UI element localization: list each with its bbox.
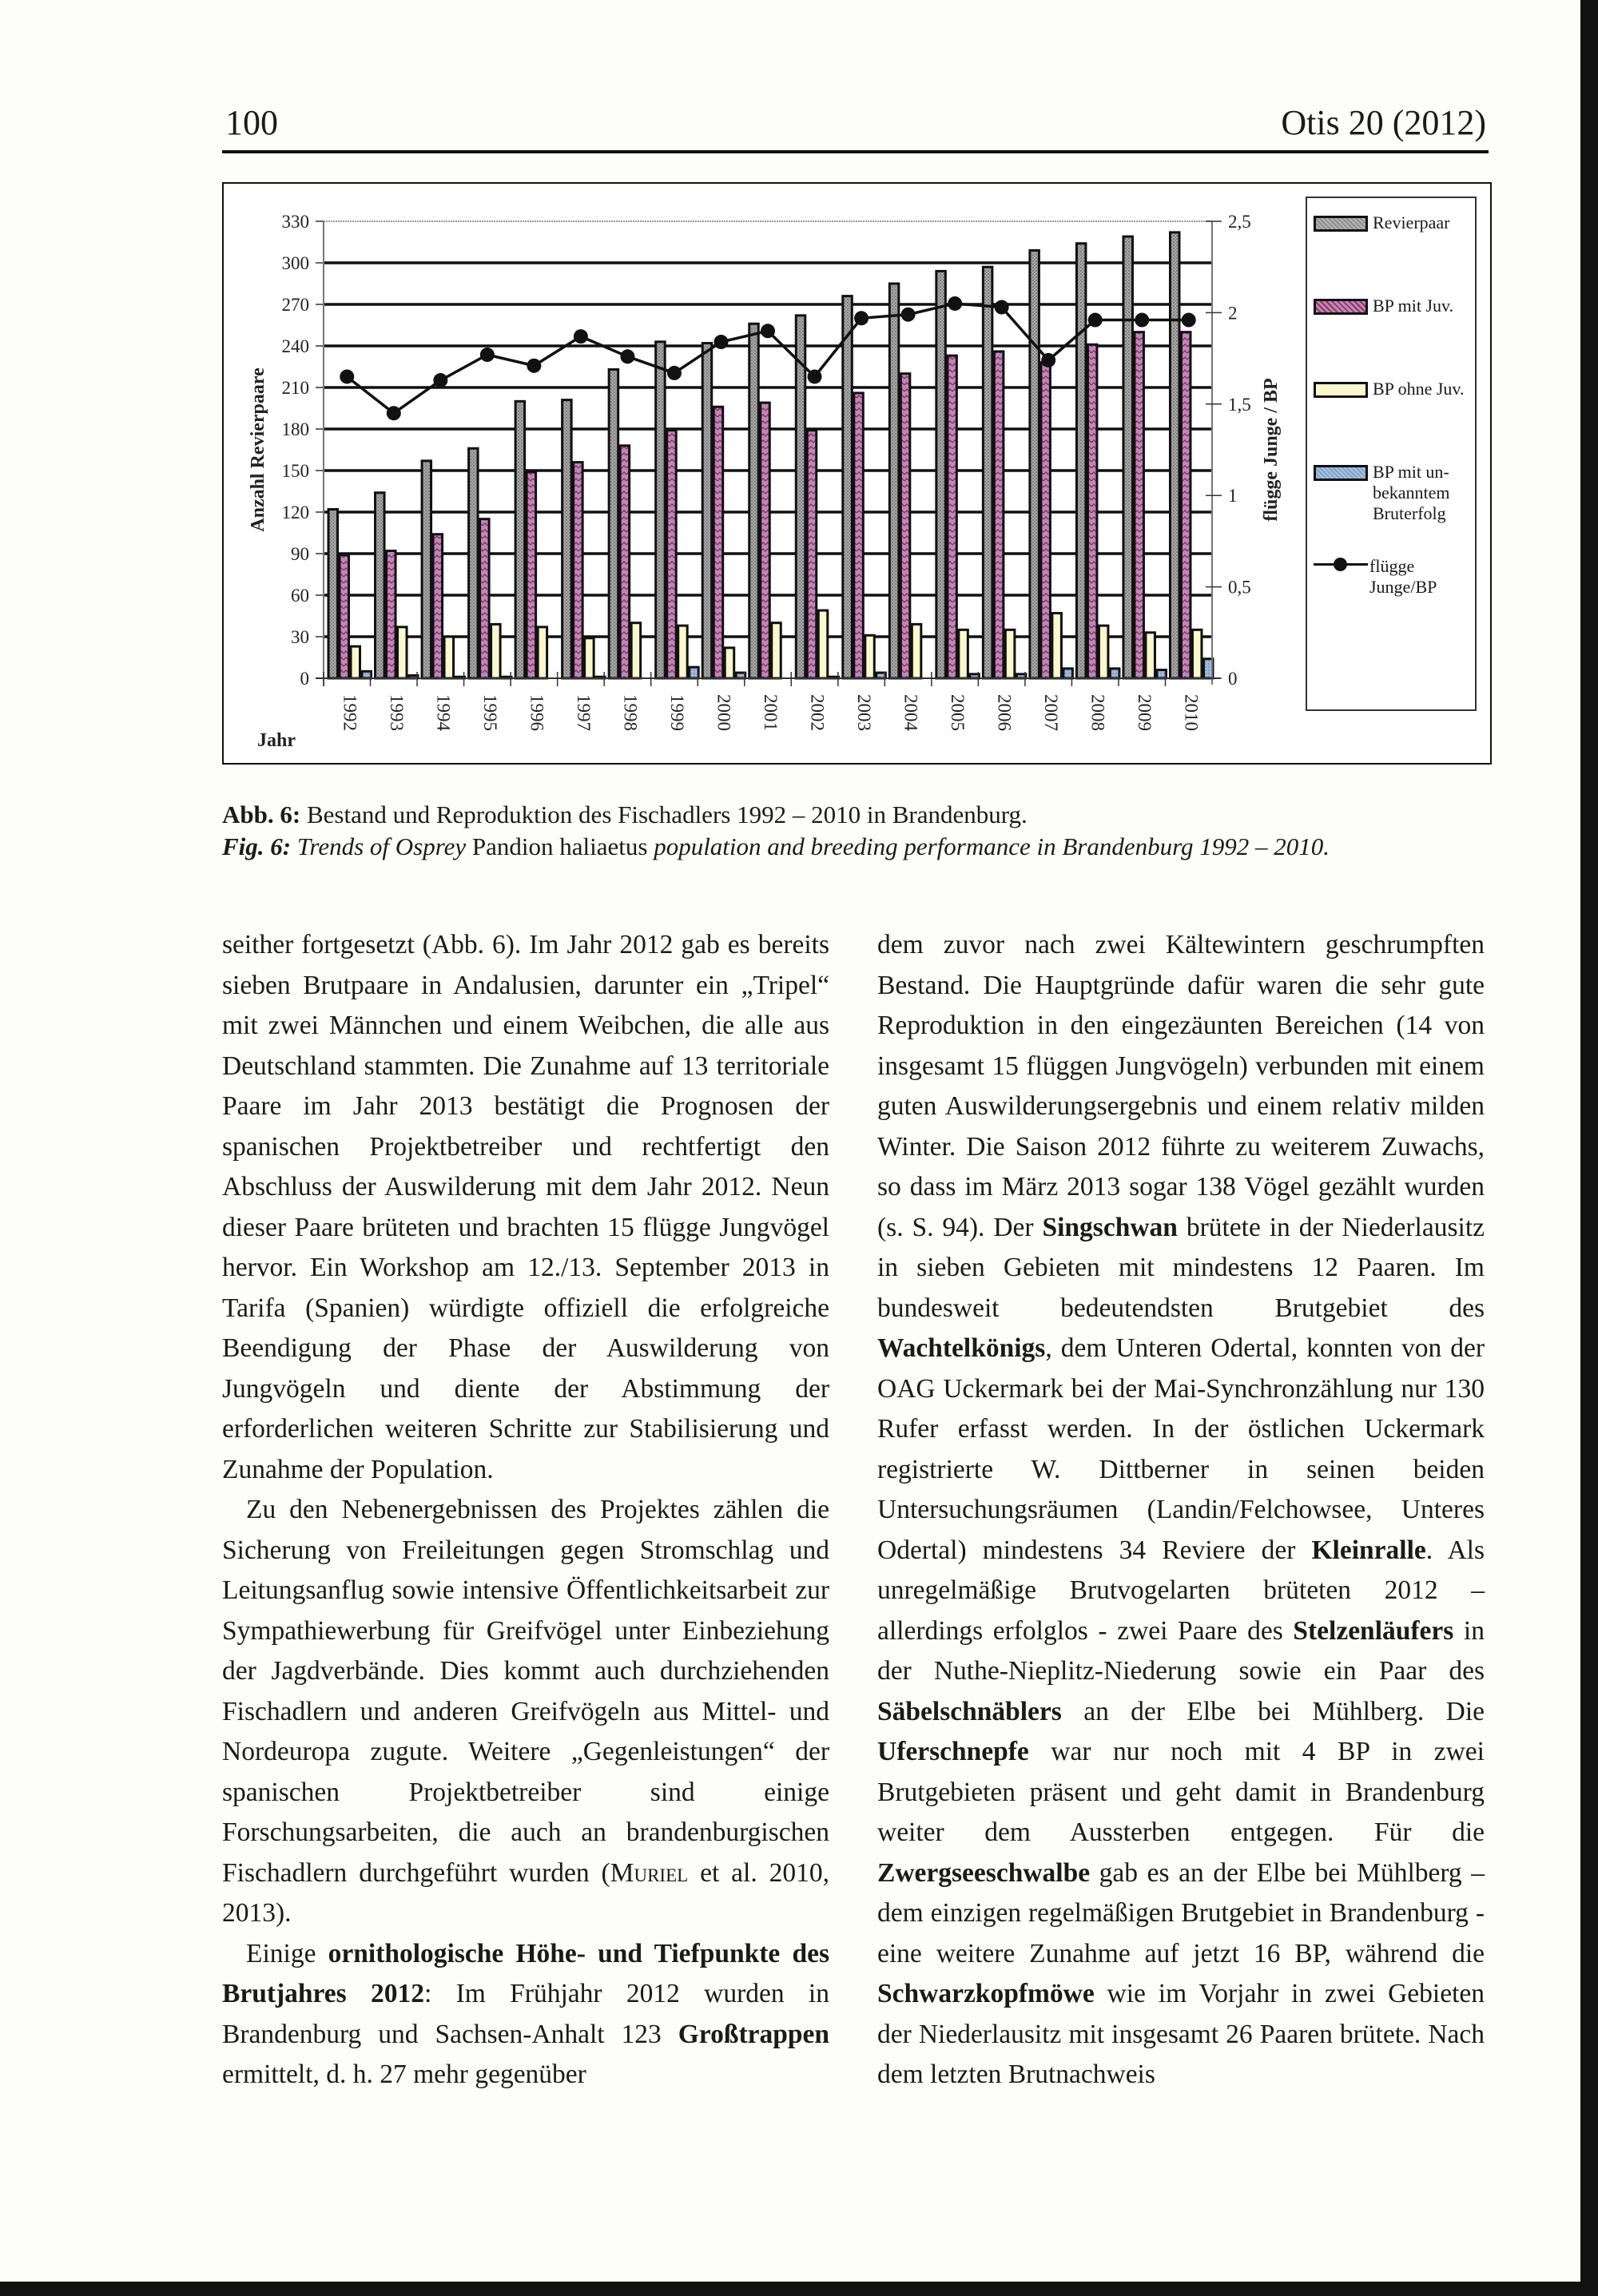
- legend-item-bp-ohne-juv: BP ohne Juv.: [1314, 379, 1465, 399]
- bar-line-chart: [224, 184, 1490, 763]
- caption-german: Abb. 6: Bestand und Reproduktion des Fischadlers 1992 – 2010 in Brandenburg.: [222, 800, 1028, 828]
- svg-text:0: 0: [1228, 669, 1238, 689]
- svg-text:240: 240: [281, 336, 309, 356]
- svg-text:30: 30: [291, 627, 309, 647]
- paragraph: Zu den Nebenergebnissen des Projektes zählen die Sicherung von Freileitungen gegen Stromschlag und Leitungsanflug sowie intensive Öffentlichkeitsarbeit zur Sympathiewerbung für Greifvögel unter Einbeziehung der Jagdverbände. Dies kommt auch durchziehenden Fischadlern und anderen Greifvögeln aus Mittel- und Nordeuropa zugute. Weitere „Gegenleistungen“ der spanischen Projektbetreiber sind einige Forschungsarbeiten, die auch an brandenburgischen Fischadlern durchgeführt wurden (Muriel et al. 2010, 2013).: [222, 1495, 830, 1928]
- svg-text:1996: 1996: [527, 694, 547, 731]
- svg-text:60: 60: [291, 586, 309, 606]
- svg-text:2009: 2009: [1135, 694, 1155, 731]
- scan-edge: [0, 2282, 1598, 2296]
- revierpaar-swatch: [1314, 216, 1368, 232]
- svg-text:2002: 2002: [807, 694, 828, 731]
- bp-ohne-juv-swatch: [1314, 382, 1368, 398]
- svg-text:0,5: 0,5: [1228, 577, 1251, 598]
- svg-text:2008: 2008: [1087, 694, 1108, 731]
- svg-text:90: 90: [291, 544, 309, 564]
- legend-item-revierpaar: Revierpaar: [1314, 213, 1450, 233]
- svg-text:2,5: 2,5: [1228, 212, 1251, 232]
- paragraph: Einige ornithologische Höhe- und Tiefpunkte des Brutjahres 2012: Im Frühjahr 2012 wurden in Brandenburg und Sachsen-Anhalt 123 Großtrappen ermittelt, d. h. 27 mehr gegenüber: [222, 1938, 829, 2089]
- text-column-right: [877, 925, 1485, 2095]
- figure-caption: [222, 799, 1501, 863]
- legend-item-fledglings: flügge Junge/BP: [1314, 556, 1437, 598]
- svg-text:0: 0: [300, 669, 309, 689]
- svg-text:1993: 1993: [386, 694, 407, 731]
- page-number: 100: [225, 103, 278, 142]
- figure-6: [222, 182, 1492, 765]
- svg-text:Jahr: Jahr: [257, 730, 296, 751]
- legend-item-bp-mit-juv: BP mit Juv.: [1314, 296, 1453, 316]
- svg-text:2010: 2010: [1181, 694, 1202, 731]
- svg-text:1995: 1995: [479, 694, 500, 731]
- svg-text:1999: 1999: [666, 694, 687, 731]
- running-head: Otis 20 (2012): [1281, 103, 1486, 142]
- svg-text:1998: 1998: [620, 694, 641, 731]
- caption-english: Fig. 6: Trends of Osprey Pandion haliaetus population and breeding performance in Brandenburg 1992 – 2010.: [222, 832, 1330, 860]
- svg-text:2007: 2007: [1041, 694, 1062, 731]
- scan-edge: [1580, 0, 1598, 2296]
- legend-item-bp-unbekannt: BP mit un- bekanntem Bruterfolg: [1314, 462, 1450, 524]
- svg-text:Anzahl Revierpaare: Anzahl Revierpaare: [248, 367, 268, 532]
- svg-text:270: 270: [281, 295, 309, 315]
- svg-text:flügge Junge / BP: flügge Junge / BP: [1261, 378, 1282, 522]
- svg-text:1994: 1994: [433, 694, 454, 731]
- svg-text:2003: 2003: [854, 694, 875, 731]
- svg-text:180: 180: [281, 419, 309, 439]
- svg-text:2: 2: [1228, 303, 1238, 324]
- svg-text:2000: 2000: [714, 694, 734, 731]
- header-rule: [222, 150, 1489, 153]
- svg-text:120: 120: [281, 502, 309, 522]
- svg-text:2005: 2005: [948, 694, 968, 731]
- svg-text:1992: 1992: [340, 694, 360, 731]
- svg-text:1997: 1997: [573, 694, 594, 731]
- svg-text:1: 1: [1228, 486, 1238, 506]
- svg-text:2004: 2004: [900, 694, 921, 731]
- bp-unbekannt-swatch: [1314, 465, 1368, 481]
- svg-text:210: 210: [281, 378, 309, 398]
- svg-text:2006: 2006: [994, 694, 1015, 731]
- paragraph: dem zuvor nach zwei Kältewintern geschrumpften Bestand. Die Hauptgründe dafür waren die sehr gute Reproduktion in den eingezäunten Bereichen (14 von insgesamt 15 flüggen Jungvögeln) verbunden mit einem guten Auswilderungsergebnis und einem relativ milden Winter. Die Saison 2012 führte zu weiterem Zuwachs, so dass im März 2013 sogar 138 Vögel gezählt wurden (s. S. 94). Der Singschwan brütete in der Niederlausitz in sieben Gebieten mit mindestens 12 Paaren. Im bundesweit bedeutendsten Brutgebiet des Wachtelkönigs, dem Unteren Odertal, konnten von der OAG Uckermark bei der Mai-Synchronzählung nur 130 Rufer erfasst werden. In der östlichen Uckermark registrierte W. Dittberner in seinen beiden Untersuchungsräumen (Landin/Felchowsee, Unteres Odertal) mindestens 34 Reviere der Kleinralle. Als unregelmäßige Brutvogelarten brüteten 2012 – allerdings erfolglos - zwei Paare des Stelzenläufers in der Nuthe-Nieplitz-Niederung sowie ein Paar des Säbelschnäblers an der Elbe bei Mühlberg. Die Uferschnepfe war nur noch mit 4 BP in zwei Brutgebieten präsent und geht damit in Brandenburg weiter dem Aussterben entgegen. Für die Zwergseeschwalbe gab es an der Elbe bei Mühlberg – dem einzigen regelmäßigen Brutgebiet in Brandenburg - eine weitere Zunahme auf jetzt 16 BP, während die Schwarzkopfmöwe wie im Vorjahr in zwei Gebieten der Niederlausitz mit insgesamt 26 Paaren brütete. Nach dem letzten Brutnachweis: [877, 930, 1485, 2089]
- svg-text:150: 150: [281, 461, 309, 481]
- chart-legend: [1306, 197, 1477, 711]
- text-column-left: [222, 925, 829, 2095]
- bars: [328, 232, 1213, 678]
- bp-mit-juv-swatch: [1314, 299, 1368, 315]
- svg-text:330: 330: [281, 212, 309, 232]
- svg-text:300: 300: [281, 253, 309, 273]
- svg-text:2001: 2001: [761, 694, 781, 731]
- line-marker-icon: [1314, 556, 1368, 572]
- paragraph: seither fortgesetzt (Abb. 6). Im Jahr 2012 gab es bereits sieben Brutpaare in Andalusien, darunter ein „Tripel“ mit zwei Männchen und einem Weibchen, die alle aus Deutschland stammten. Die Zunahme auf 13 territoriale Paare im Jahr 2013 bestätigt die Prognosen der spanischen Projektbetreiber und rechtfertigt den Abschluss der Auswilderung mit dem Jahr 2012. Neun dieser Paare brüteten und brachten 15 flügge Jungvögel hervor. Ein Workshop am 12./13. September 2013 in Tarifa (Spanien) würdigte offiziell die erfolgreiche Beendigung der Phase der Auswilderung von Jungvögeln und diente der Abstimmung der erforderlichen weiteren Schritte zur Stabilisierung und Zunahme der Population.: [222, 930, 829, 1484]
- svg-text:1,5: 1,5: [1228, 394, 1251, 415]
